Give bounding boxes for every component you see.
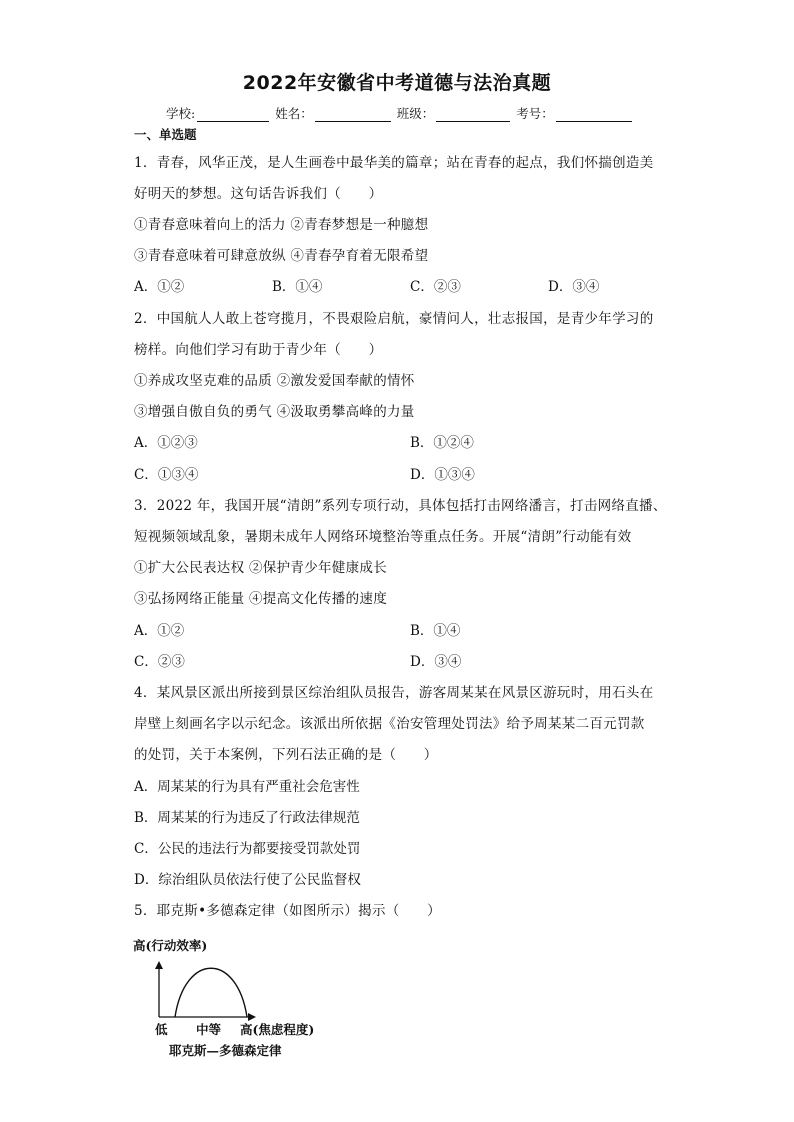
question-3-option-c[interactable]: C．②③	[134, 654, 185, 670]
school-field[interactable]	[166, 104, 269, 122]
question-4-stem-line-2: 岸壁上刻画名字以示纪念。该派出所依据《治安管理处罚法》给予周某某二百元罚款	[134, 716, 645, 732]
question-1-option-b[interactable]: B．①④	[272, 279, 323, 295]
number-field[interactable]	[516, 104, 632, 122]
question-5-stem-line-1: 5．耶克斯•多德森定律（如图所示）揭示（ ）	[134, 903, 441, 919]
question-3-statements-2: ③弘扬网络正能量 ④提高文化传播的速度	[134, 591, 387, 607]
figure-x-low: 低	[155, 1022, 168, 1037]
section-heading: 一、单选题	[134, 127, 197, 142]
question-3-statements-1: ①扩大公民表达权 ②保护青少年健康成长	[134, 560, 387, 576]
question-4-option-d[interactable]: D．综治组队员依法行使了公民监督权	[134, 872, 361, 888]
question-2-option-b[interactable]: B．①②④	[410, 435, 474, 451]
question-4-option-a[interactable]: A．周某某的行为具有严重社会危害性	[134, 779, 360, 795]
question-2-stem-line-1: 2．中国航人人敢上苍穹揽月，不畏艰险启航，豪情问人，壮志报国，是青少年学习的	[134, 311, 654, 327]
name-field[interactable]	[275, 104, 391, 122]
performance-curve	[175, 968, 247, 1017]
question-1-option-c[interactable]: C．②③	[410, 279, 461, 295]
question-1-statements-2: ③青春意味着可肆意放纵 ④青春孕育着无限希望	[134, 248, 429, 264]
number-blank[interactable]	[556, 108, 632, 122]
question-4-stem-line-1: 4．某风景区派出所接到景区综治组队员报告，游客周某某在风景区游玩时，用石头在	[134, 685, 654, 701]
class-field[interactable]	[397, 104, 511, 122]
question-3-option-a[interactable]: A．①②	[134, 623, 185, 639]
y-axis-arrow-icon	[155, 961, 163, 969]
name-blank[interactable]	[315, 108, 391, 122]
question-1-option-d[interactable]: D．③④	[548, 279, 600, 295]
question-2-statements-1: ①养成攻坚克难的品质 ②激发爱国奉献的情怀	[134, 373, 415, 389]
class-blank[interactable]	[436, 108, 510, 122]
class-label: 班级：	[396, 106, 435, 121]
question-3-stem-line-1: 3．2022 年，我国开展“清朗”系列专项行动，具体包括打击网络潘言，打击网络直播、	[134, 498, 667, 514]
question-1-statements-1: ①青春意味着向上的活力 ②青春梦想是一种臆想	[134, 217, 429, 233]
school-blank[interactable]	[197, 108, 269, 122]
question-1-stem-line-2: 好明天的梦想。这句话告诉我们（ ）	[134, 186, 383, 202]
question-3-stem-line-2: 短视频领域乱象，暑期未成年人网络环境整治等重点任务。开展“清朗”行动能有效	[134, 529, 632, 545]
question-2-statements-2: ③增强自傲自负的勇气 ④汲取勇攀高峰的力量	[134, 404, 415, 420]
figure-caption: 耶克斯—多德森定律	[169, 1043, 282, 1058]
question-4-option-c[interactable]: C．公民的违法行为都要接受罚款处罚	[134, 841, 361, 857]
question-1-stem-line-1: 1．青春，风华正茂，是人生画卷中最华美的篇章；站在青春的起点，我们怀揣创造美	[134, 155, 654, 171]
question-2-option-c[interactable]: C．①③④	[134, 467, 199, 483]
figure-x-high: 高(焦虑程度)	[240, 1022, 315, 1037]
question-1-option-a[interactable]: A．①②	[134, 279, 185, 295]
question-3-option-d[interactable]: D．③④	[410, 654, 462, 670]
yerkes-dodson-figure	[130, 934, 360, 1064]
number-label: 考号：	[516, 106, 554, 121]
question-4-option-b[interactable]: B．周某某的行为违反了行政法律规范	[134, 810, 360, 826]
figure-ylabel: 高(行动效率)	[133, 938, 208, 953]
question-2-stem-line-2: 榜样。向他们学习有助于青少年（ ）	[134, 342, 383, 358]
question-3-option-b[interactable]: B．①④	[410, 623, 461, 639]
question-4-stem-line-3: 的处罚，关于本案例，下列石法正确的是（ ）	[134, 747, 438, 763]
student-info-row	[166, 104, 638, 122]
question-2-option-d[interactable]: D．①③④	[410, 467, 475, 483]
school-label: 学校:	[166, 106, 196, 121]
question-2-option-a[interactable]: A．①②③	[134, 435, 198, 451]
figure-x-mid: 中等	[196, 1022, 222, 1037]
page-title: 2022年安徽省中考道德与法治真题	[242, 72, 552, 94]
name-label: 姓名：	[275, 106, 313, 121]
x-axis-arrow-icon	[248, 1013, 256, 1021]
